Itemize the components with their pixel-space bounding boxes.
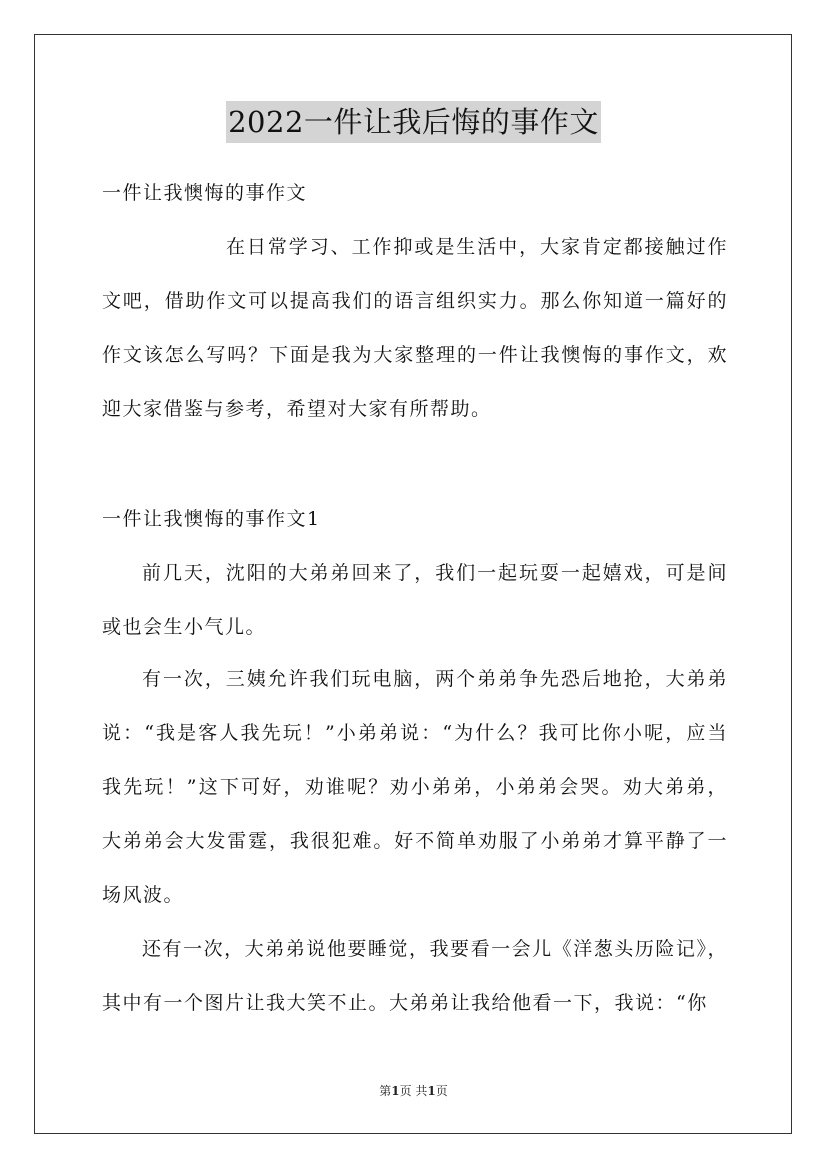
page-prefix: 第 [379,1084,392,1098]
body-paragraph: 前几天，沈阳的大弟弟回来了，我们一起玩耍一起嬉戏，可是间或也会生小气儿。 [102,562,728,638]
page-current: 1 [391,1084,400,1098]
page-total: 1 [427,1084,436,1098]
body-paragraph: 有一次，三姨允许我们玩电脑，两个弟弟争先恐后地抢，大弟弟说：“我是客人我先玩！”小弟弟说：“为什么？我可比你小呢，应当我先玩！”这下可好，劝谁呢？劝小弟弟，小弟弟会哭。劝大弟弟，大弟弟会大发雷霆，我很犯难。好不简单劝服了小弟弟才算平静了一场风波。 [102,668,728,906]
document-title-text: 2022一件让我后悔的事作文 [226,101,601,143]
page-suffix: 页 [435,1084,448,1098]
page-footer [0,1082,827,1100]
section-heading: 一件让我懊悔的事作文 [102,182,308,204]
body-paragraph: 还有一次，大弟弟说他要睡觉，我要看一会儿《洋葱头历险记》，其中有一个图片让我大笑不止。大弟弟让我给他看一下，我说：“你 [102,938,728,1014]
essay-heading: 一件让我懊悔的事作文1 [102,508,321,530]
document-title [0,101,827,148]
page-mid: 页 共 [399,1084,428,1098]
intro-paragraph: 在日常学习、工作抑或是生活中，大家肯定都接触过作文吧，借助作文可以提高我们的语言组织实力。那么你知道一篇好的作文该怎么写吗？下面是我为大家整理的一件让我懊悔的事作文，欢迎大家借鉴与参考，希望对大家有所帮助。 [102,236,728,420]
